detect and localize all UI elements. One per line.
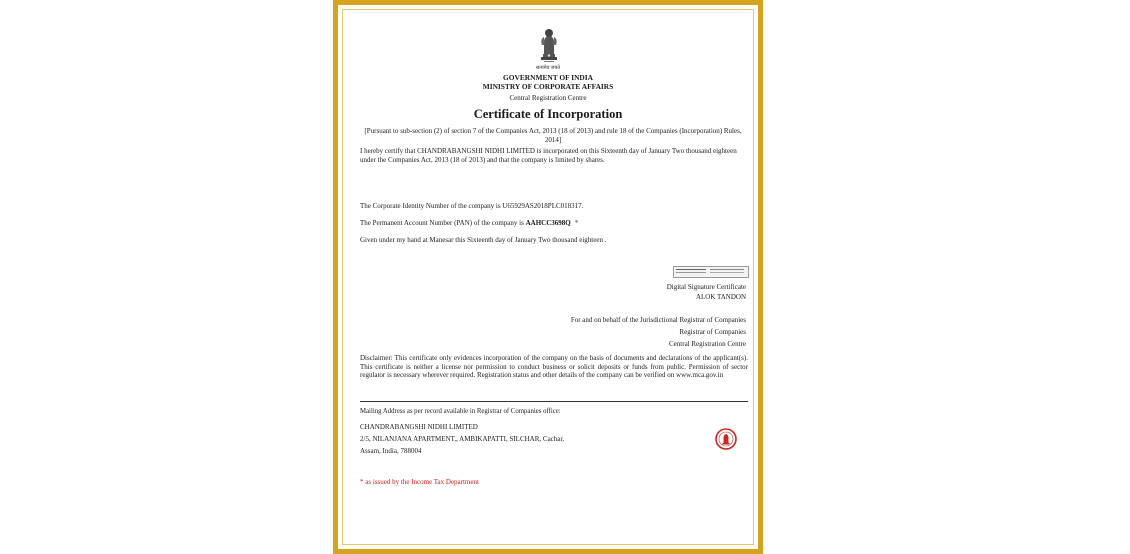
digital-signature-stamp	[673, 266, 749, 278]
given-under-hand-line: Given under my hand at Manesar this Sixteenth day of January Two thousand eighteen .	[360, 236, 607, 244]
registrar-block	[571, 314, 746, 350]
national-emblem-icon	[538, 23, 560, 67]
section-divider	[360, 401, 748, 402]
certification-statement: I hereby certify that CHANDRABANGSHI NIDHI LIMITED is incorporated on this Sixteenth day of January Two thousand eighteen under the Companies Act, 2013 (18 of 2013) and that the company is limited by shares.	[360, 147, 737, 164]
behalf-line-2: Registrar of Companies	[679, 328, 746, 336]
mca-seal-icon	[715, 428, 737, 450]
digital-signature-label: Digital Signature Certificate	[666, 283, 746, 291]
certificate-frame	[333, 0, 763, 554]
pursuant-clause: [Pursuant to sub-section (2) of section 7 of the Companies Act, 2013 (18 of 2013) and rule 18 of the Companies (Incorporation) Rules, 2014]	[364, 127, 742, 144]
address-line-1: CHANDRABANGSHI NIDHI LIMITED	[360, 423, 478, 431]
behalf-line-3: Central Registration Centre	[669, 340, 746, 348]
pan-prefix: The Permanent Account Number (PAN) of the company is	[360, 219, 526, 227]
mailing-address-heading: Mailing Address as per record available in Registrar of Companies office:	[360, 408, 561, 415]
pan-value: AAHCC3698Q	[525, 219, 571, 227]
signer-name: ALOK TANDON	[695, 293, 746, 301]
government-heading: GOVERNMENT OF INDIA	[503, 73, 593, 82]
behalf-line-1: For and on behalf of the Jurisdictional Registrar of Companies	[570, 316, 746, 324]
address-line-2: 2/5, NILANJANA APARTMENT,, AMBIKAPATTI, SILCHAR, Cachar,	[360, 435, 565, 443]
pan-line	[360, 219, 578, 228]
mailing-address	[360, 421, 564, 457]
cin-line: The Corporate Identity Number of the company is U65929AS2018PLC018317.	[360, 202, 584, 210]
ministry-heading: MINISTRY OF CORPORATE AFFAIRS	[482, 82, 614, 91]
disclaimer-text: Disclaimer: This certificate only evidences incorporation of the company on the basis of documents and declarations of the applicant(s). This certificate is neither a license nor permission to conduct business or solicit deposits or funds from public. Permission of sector regulator is necessary wherever required. Registration status and other details of the company can be verified on www.mca.gov.in	[360, 354, 748, 379]
emblem-motto: सत्यमेव जयते	[535, 66, 561, 71]
income-tax-footnote: * as issued by the Income Tax Department	[360, 478, 479, 486]
certificate-page	[350, 23, 746, 523]
registration-centre-heading: Central Registration Centre	[509, 94, 587, 102]
certificate-title: Certificate of Incorporation	[473, 107, 623, 121]
address-line-3: Assam, India, 788004	[360, 447, 422, 455]
pan-asterisk: *	[574, 219, 579, 227]
